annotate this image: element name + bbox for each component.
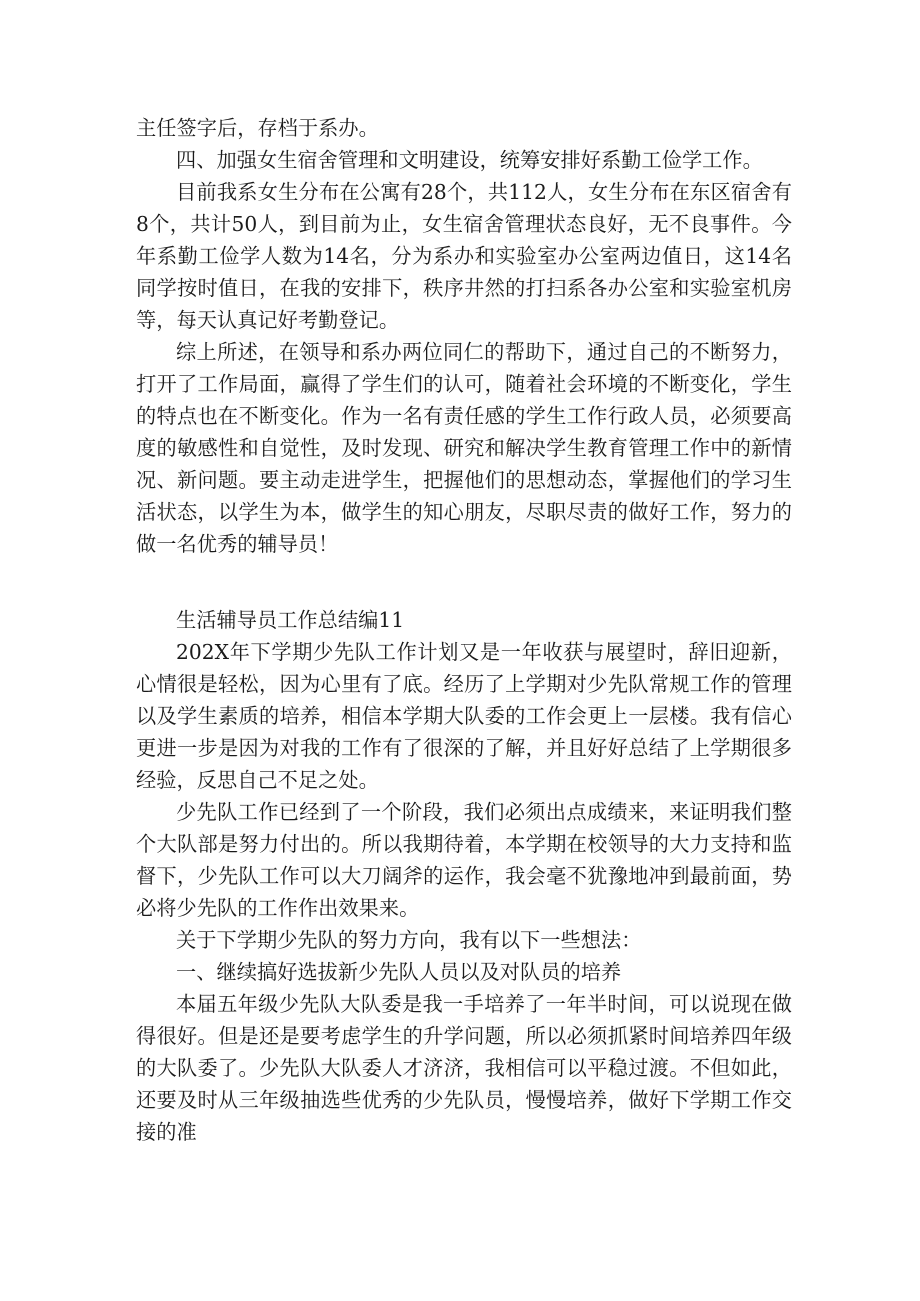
paragraph-plan-stage: 少先队工作已经到了一个阶段，我们必须出点成绩来，来证明我们整个大队部是努力付出的。所以我期待着，本学期在校领导的大力支持和监督下，少先队工作可以大刀阔斧的运作，我会毫不犹豫地冲到最前面，势必将少先队的工作作出效果来。 [136,800,792,920]
section-spacer [136,560,792,604]
paragraph-plan-directions: 关于下学期少先队的努力方向，我有以下一些想法： [176,928,642,952]
paragraph-summary: 综上所述，在领导和系办两位同仁的帮助下，通过自己的不断努力，打开了工作局面，赢得了学生们的认可，随着社会环境的不断变化，学生的特点也在不断变化。作为一名有责任感的学生工作行政人员，必须要高度的敏感性和自觉性，及时发现、研究和解决学生教育管理工作中的新情况、新问题。要主动走进学生，把握他们的思想动态，掌握他们的学习生活状态，以学生为本，做学生的知心朋友，尽职尽责的做好工作，努力的做一名优秀的辅导员！ [136,340,792,556]
section-heading: 生活辅导员工作总结编11 [176,608,405,632]
paragraph-dormitory-status: 目前我系女生分布在公寓有28个，共112人，女生分布在东区宿舍有8个，共计50人，到目前为止，女生宿舍管理状态良好，无不良事件。今年系勤工俭学人数为14名，分为系办和实验室办公室两边值日，这14名同学按时值日，在我的安排下，秩序井然的打扫系各办公室和实验室机房等，每天认真记好考勤登记。 [136,180,792,332]
paragraph-plan-intro: 202X年下学期少先队工作计划又是一年收获与展望时，辞旧迎新，心情很是轻松，因为心里有了底。经历了上学期对少先队常规工作的管理以及学生素质的培养，相信本学期大队委的工作会更上一层楼。我有信心更进一步是因为对我的工作有了很深的了解，并且好好总结了上学期很多经验，反思自己不足之处。 [136,640,792,792]
document-body [136,112,792,1148]
paragraph-section-four-title: 四、加强女生宿舍管理和文明建设，统筹安排好系勤工俭学工作。 [176,148,763,172]
paragraph-plan-item-one-detail: 本届五年级少先队大队委是我一手培养了一年半时间，可以说现在做得很好。但是还是要考虑学生的升学问题，所以必须抓紧时间培养四年级的大队委了。少先队大队委人才济济，我相信可以平稳过渡。不但如此，还要及时从三年级抽选些优秀的少先队员，慢慢培养，做好下学期工作交接的准 [136,992,792,1144]
paragraph-continuation: 主任签字后，存档于系办。 [136,116,379,140]
paragraph-plan-item-one: 一、继续搞好选拔新少先队人员以及对队员的培养 [176,960,622,984]
